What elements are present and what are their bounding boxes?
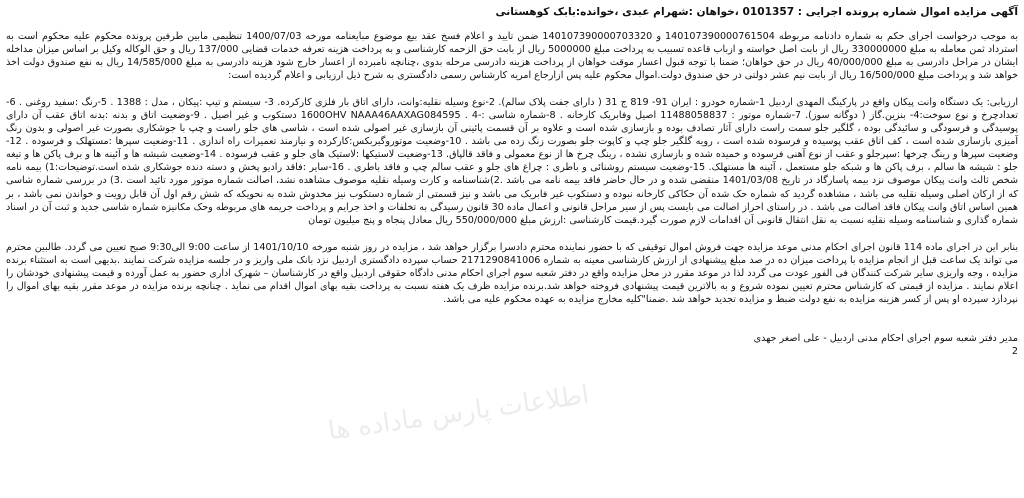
notice-title: آگهی مزایده اموال شماره پرونده اجرایی : 0101357 ،خواهان :شهرام عبدی ،خوانده:بابک کوهستانی [495, 6, 1018, 18]
notice-paragraph-appraisal: ارزیابی: یک دستگاه وانت پیکان واقع در پارکینگ المهدی اردبیل 1-شماره خودرو : ایران 91- 819 ج 31 ( دارای جفت پلاک سالم). 2-نوع وسیله نقلیه:وانت، دارای اتاق بار فلزی کارکرده. 3- سیستم و تیپ :پیکان ، مدل : 1388 . 5-رنگ :سفید روغنی . 6- تعدادچرخ و نوع سوخت:4- بنزین.گاز ( دوگانه سوز). 7-شماره موتور : 11488058837 اصیل وفابریک کارخانه . 8-شماره شاسی :-4 . 1600OHV NAAA46AAXAG084595 دستکوب و غیر اصیل . 9-وضعیت اتاق و بدنه :بدنه اتاق عقب آن دارای پوسیدگی و فرسودگی و سائیدگی بوده ، گلگیر جلو سمت راست دارای آثار تصادف بوده و بازسازی شده است و علاوه بر آن قسمت پائینی آن بازسازی غیر اصولی شده است ، شاسی های جلو راست و چپ با جوشکاری بصورت غیر اصولی و بدون رنگ آمیزی بازسازی شده است ، کف اتاق عقب پوسیده و فرسوده شده است ، رویه گلگیر جلو چپ و کاپوت جلو بصورت زنگ زده می باشد . 10-وضعیت موتوروگیربکس:کارکرده و نیازمند تعمیرات راه اندازی . 11-وضعیت سپرها :مستهلک و فرسوده . 12-وضعیت سپرها و رینگ چرخها :سپرجلو و عقب از نوع آهنی فرسوده و خمیده شده و بازسازی نشده ، رینگ چرخ ها از نوع معمولی و فاقد قالپاق. 13-وضعیت لاستیکها :لاستیک های جلو و عقب فرسوده . 14-وضعیت شیشه ها و آئینه ها و برف پاکن ها و تیغه جلو : شیشه ها سالم ، برف پاکن ها و شبکه جلو مستعمل ، آئینه ها مستهلک. 15-وضعیت سیستم روشنائی و باطری : چراغ های جلو و عقب سالم چپ و فاقد باطری . 16-سایر :فاقد رادیو پخش و دسته دنده جوشکاری شده است.توضیحات:1) بیمه نامه شخص ثالث وانت پیکان موصوف نزد بیمه پاسارگاد در تاریخ 1401/03/08 منقضی شده و در حال حاضر فاقد بیمه نامه می باشد .2)شناسنامه و کارت وسیله نقلیه موصوف مشاهده نشد، اصالت شماره موتور مورد تائید است .3) در بررسی شماره شاسی که از ارکان اصلی وسیله نقلیه می باشد ، مشاهده گردید که شماره حک شده آن حکاکی کارخانه نبوده و دستکوب غیر فابریک می باشد و نیز قسمتی از شماره دستکوب نیز مخدوش شده به نحویکه که شش رقم اول آن قابل رویت و خواندن نمی باشد ، بر همین اساس اتاق وانت پیکان فاقد اصالت می باشد . در راستای احراز اصالت می بایست پس از سیر مراحل قانونی و اعمال ماده 30 قانون رسیدگی به تخلفات و اخذ جرایم و پرداخت جریمه های مربوطه وحک مکانیزه شماره شاسی جدید و ثبت آن در اسناد شماره گذاری و شناسنامه وسیله نقلیه نسبت به نقل انتقال قانونی آن اقدامات لازم صورت گیرد.قیمت کارشناسی :ارزش مبلغ 550/000/000 ریال معادل پنجاه و پنج میلیون تومان [6, 97, 1018, 226]
notice-paragraph-judgment: به موجب درخواست اجرای حکم به شماره دادنامه مربوطه 140107390000761504 و 140107390000703320 ضمن تایید و اعلام فسخ عقد بیع موضوع مبایعنامه مورخه 1400/07/03 تنظیمی مابین طرفین پرونده محکوم علیه محکوم است به استرداد ثمن معامله به مبلغ 330000000 ریال از بابت اصل خواسته و ازباب قاعده تسبیب به پرداخت مبلغ 5000000 ریال از بابت حق الزحمه کارشناسی و به پرداخت هزینه تعرفه خدمات قضایی 137/000 ریال و حق الوکاله وکیل بر اساس میزان مداخله ایشان در مراحل دادرسی به مبلغ 40/000/000 ریال در حق خواهان؛ ضمنا با توجه قبول اعسار موقت خواهان از پرداخت هزینه دادرسی مرحله بدوی ،چنانچه نامبرده از اعسار خارج شود هزینه دادرسی به مبلغ 14/585/000 ریال به نفع صندوق دولت اخذ خواهد شد و پرداخت مبلغ 16/500/000 ریال از بابت نیم عشر دولتی در حق صندوق دولت.اموال محکوم علیه پس ازارجاع امریه کارشناس رسمی دادگستری به شرح ذیل ارزیابی و اعلام گردیده است: [6, 31, 1018, 82]
auction-notice [6, 4, 1018, 494]
notice-page-number: 2 [1011, 345, 1018, 357]
notice-paragraph-auction-terms: بنابر این در اجرای ماده 114 قانون اجرای احکام مدنی موعد مزایده جهت فروش اموال توقیفی که با حضور نماینده محترم دادسرا برگزار خواهد شد ، مزایده در روز شنبه مورخه 1401/10/10 از ساعت 9:00 الی9:30 صبح تعیین می گردد. طالبین محترم می تواند یک ساعت قبل از انجام مزایده با پرداخت میزان ده در صد مبلغ پیشنهادی از ارزش کارشناسی معینه به شماره 2171290841006 حساب سپرده دادگستری اردبیل نزد بانک ملی واریز و در جلسه مزایده شرکت نمایند .بدیهی است به استثناء برنده مزایده ، وجه واریزی سایر شرکت کنندگان فی الفور عودت می گردد لذا در موعد مقرر در محل مزایده واقع در دفتر شعبه سوم اجرای احکام مدنی دادگاه حقوقی اردبیل واقع در کارشناسان – شهرک اداری حضور به عمل آورده و قیمت پیشنهادی خودشان را اعلام نمایند . مزایده از قیمتی که کارشناس محترم تعیین نموده شروع و به بالاترین قیمت پیشنهادی فروخته خواهد شد.برنده مزایده ظرف یک هفته نسبت به پرداخت بقیه بهای اموال اقدام می نماید . چنانچه برنده مزایده در موعد مقرر بقیه بهای اموال را نپردازد سپرده او پس از کسر هزینه مزایده به نفع دولت ضبط و مزایده تجدید خواهد شد .ضمنا"کلیه مخارج مزایده به عهده محکوم علیه می باشد. [6, 241, 1018, 305]
notice-signature: مدیر دفتر شعبه سوم اجرای احکام مدنی اردبیل - علی اصغر جهدی [753, 332, 1018, 344]
watermark-text: اطلاعات پارس ماداده ها [326, 380, 591, 447]
